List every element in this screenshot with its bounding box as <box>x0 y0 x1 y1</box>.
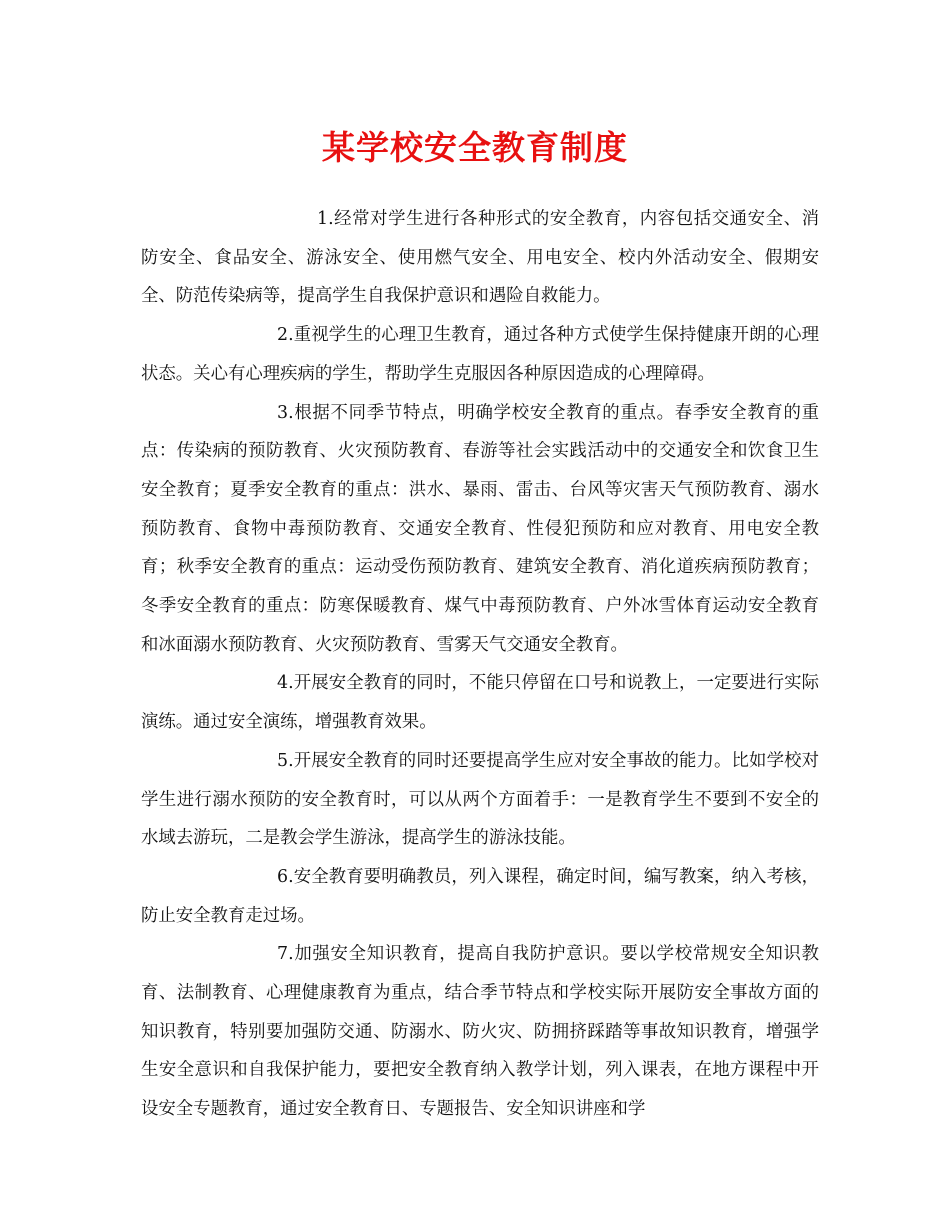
paragraph-7: 7.加强安全知识教育，提高自我防护意识。要以学校常规安全知识教育、法制教育、心理健康教育为重点，结合季节特点和学校实际开展防安全事故方面的知识教育，特别要加强防交通、防溺水、防火灾、防拥挤踩踏等事故知识教育，增强学生安全意识和自我保护能力，要把安全教育纳入教学计划，列入课表，在地方课程中开设安全专题教育，通过安全教育日、专题报告、安全知识讲座和学 <box>141 944 819 1120</box>
document-title: 某学校安全教育制度 <box>322 128 628 167</box>
paragraph-4: 4.开展安全教育的同时，不能只停留在口号和说教上，一定要进行实际演练。通过安全演练，增强教育效果。 <box>141 673 819 733</box>
paragraph-6: 6.安全教育要明确教员，列入课程，确定时间，编写教案，纳入考核，防止安全教育走过场。 <box>141 866 819 926</box>
paragraph-2: 2.重视学生的心理卫生教育，通过各种方式使学生保持健康开朗的心理状态。关心有心理疾病的学生，帮助学生克服因各种原因造成的心理障碍。 <box>141 325 819 384</box>
paragraph-1: 1.经常对学生进行各种形式的安全教育，内容包括交通安全、消防安全、食品安全、游泳安全、使用燃气安全、用电安全、校内外活动安全、假期安全、防范传染病等，提高学生自我保护意识和遇险自救能力。 <box>141 209 819 307</box>
document-body <box>141 200 819 1129</box>
paragraph-5: 5.开展安全教育的同时还要提高学生应对安全事故的能力。比如学校对学生进行溺水预防的安全教育时，可以从两个方面着手：一是教育学生不要到不安全的水域去游玩，二是教会学生游泳，提高学生的游泳技能。 <box>141 750 819 849</box>
paragraph-3: 3.根据不同季节特点，明确学校安全教育的重点。春季安全教育的重点：传染病的预防教育、火灾预防教育、春游等社会实践活动中的交通安全和饮食卫生安全教育；夏季安全教育的重点：洪水、暴雨、雷击、台风等灾害天气预防教育、溺水预防教育、食物中毒预防教育、交通安全教育、性侵犯预防和应对教育、用电安全教育；秋季安全教育的重点：运动受伤预防教育、建筑安全教育、消化道疾病预防教育；冬季安全教育的重点：防寒保暖教育、煤气中毒预防教育、户外冰雪体育运动安全教育和冰面溺水预防教育、火灾预防教育、雪雾天气交通安全教育。 <box>141 402 819 655</box>
